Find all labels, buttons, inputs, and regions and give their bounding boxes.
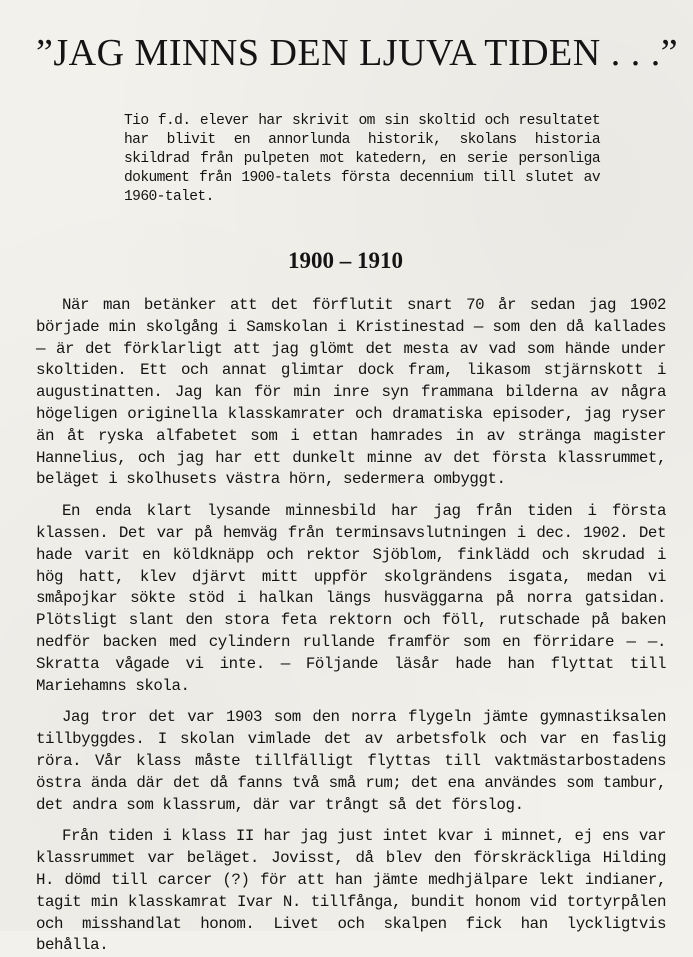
paragraph: Från tiden i klass II har jag just intet kvar i minnet, ej ens var klassrummet var beläget. Jovisst, då blev den förskräckliga Hilding H. dömd till carcer (?) för att han jämte medhjälpare lekt indianer, tagit min klasskamrat Ivar N. tillfånga, bundit honom vid tortyrpålen och misshandlat honom. Livet och skalpen fick han lyckligtvis behålla. [36, 827, 666, 955]
paragraph: När man betänker att det förflutit snart 70 år sedan jag 1902 började min skolgång i Samskolan i Kristinestad — som den då kallades — är det förklarligt att jag glömt det mesta av vad som hände under skoltiden. Ett och annat glimtar dock fram, likasom stjärnskott i augustinatten. Jag kan för min inre syn frammana bilderna av några högeligen originella klasskamrater och dramatiska episoder, jag ryser än åt ryska alfabetet som i ettan hamrades in av stränga magister Hannelius, och jag har ett dunkelt minne av det första klassrummet, beläget i skolhusets västra hörn, sedermera ombyggt. [36, 296, 666, 489]
section-heading: 1900 – 1910 [288, 248, 403, 273]
body-text [36, 295, 666, 957]
paragraph: Jag tror det var 1903 som den norra flygeln jämte gymnastiksalen tillbyggdes. I skolan vimlade det av arbetsfolk och var en faslig röra. Vår klass måste tillfälligt flyttas till vaktmästarbostadens östra ända där det då fanns två små rum; det ena användes som tambur, det andra som klassrum, där var trångt så det förslog. [36, 708, 666, 814]
intro-paragraph: Tio f.d. elever har skrivit om sin skoltid och resultatet har blivit en annorlunda historik, skolans historia skildrad från pulpeten mot katedern, en serie personliga dokument från 1900-talets första decennium till slutet av 1960-talet. [124, 113, 600, 205]
paragraph: En enda klart lysande minnesbild har jag från tiden i första klassen. Det var på hemväg från terminsavslutningen i dec. 1902. Det hade varit en köldknäpp och rektor Sjöblom, finklädd och skrudad i hög hatt, klev djärvt mitt uppför skolgrändens isgata, medan vi småpojkar sökte stöd i halkan längs husväggarna på norra gatsidan. Plötsligt slant den stora feta rektorn och föll, rutschade på baken nedför backen med cylindern rullande framför som en förridare — —. Skratta vågade vi inte. — Följande läsår hade han flyttat till Mariehamns skola. [36, 502, 666, 695]
page-title: ”JAG MINNS DEN LJUVA TIDEN . . .” [36, 32, 679, 74]
